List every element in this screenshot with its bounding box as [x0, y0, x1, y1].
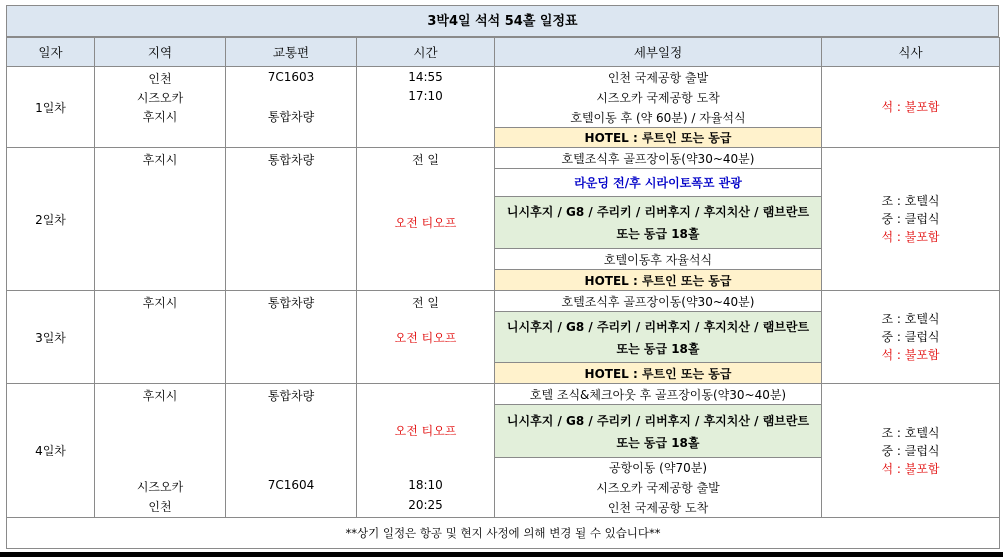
meal-text: 조 : 호텔식 [881, 425, 940, 440]
header-row [7, 38, 1000, 67]
golf-line: 니시후지 / G8 / 주리키 / 리버후지 / 후지치산 / 램브란트 [506, 413, 810, 428]
detail-cell [495, 67, 822, 148]
golf-course-block [495, 311, 821, 362]
detail-line: 호텔이동 후 (약 60분) / 자율석식 [570, 110, 746, 125]
time-text: 14:55 [408, 70, 443, 84]
schedule-table [6, 37, 1000, 549]
meal-text: 조 : 호텔식 [881, 194, 940, 208]
region-cell [95, 291, 226, 384]
detail-line: 호텔 조식&체크아웃 후 골프장이동(약30~40분) [529, 387, 787, 402]
region-text: 후지시 [142, 110, 178, 124]
day-label: 1일차 [7, 67, 95, 148]
footer-note: **상기 일정은 항공 및 현지 사정에 의해 변경 될 수 있습니다** [7, 518, 1000, 549]
detail-cell [495, 384, 822, 518]
region-text: 인천 [148, 72, 172, 86]
day-row [7, 148, 1000, 291]
golf-line: 또는 동급 18홀 [616, 227, 700, 241]
time-cell [357, 148, 495, 291]
region-text: 시즈오카 [136, 91, 184, 105]
detail-line: 공항이동 (약70분) [495, 457, 821, 477]
meal-cell [822, 148, 1000, 291]
golf-course-block [495, 196, 821, 248]
time-text: 17:10 [408, 89, 443, 103]
detail-cell [495, 291, 822, 384]
hotel-line: HOTEL : 루트인 또는 동급 [495, 127, 821, 147]
header-detail: 세부일정 [495, 38, 822, 67]
region-cell [95, 148, 226, 291]
meal-text: 석 : 불포함 [881, 348, 940, 362]
meal-text: 조 : 호텔식 [881, 312, 940, 326]
time-text: 오전 티오프 [394, 216, 457, 230]
transport-cell [226, 384, 357, 518]
transport-text: 통합차량 [267, 389, 315, 403]
schedule-page [6, 5, 999, 549]
detail-line: 인천 국제공항 도착 [607, 500, 709, 515]
header-day: 일자 [7, 38, 95, 67]
transport-cell [226, 291, 357, 384]
day-row [7, 67, 1000, 148]
detail-cell [495, 148, 822, 291]
meal-cell [822, 67, 1000, 148]
meal-text: 석 : 불포함 [881, 100, 940, 114]
time-text: 오전 티오프 [394, 424, 457, 438]
golf-line: 니시후지 / G8 / 주리키 / 리버후지 / 후지치산 / 램브란트 [506, 319, 810, 334]
meal-cell [822, 384, 1000, 518]
time-text: 20:25 [408, 498, 443, 512]
header-region: 지역 [95, 38, 226, 67]
golf-course-block [495, 404, 821, 457]
transport-text: 7C1604 [267, 478, 315, 492]
transport-text: 통합차량 [267, 296, 315, 310]
meal-text: 석 : 불포함 [881, 461, 940, 476]
day-label: 3일차 [7, 291, 95, 384]
header-meal: 식사 [822, 38, 1000, 67]
schedule-title: 3박4일 석석 54홀 일정표 [6, 5, 999, 37]
detail-line: 인천 국제공항 출발 [607, 70, 709, 85]
detail-line: 호텔이동후 자율석식 [495, 248, 821, 269]
time-cell [357, 67, 495, 148]
detail-line: 시즈오카 국제공항 도착 [596, 90, 720, 105]
detail-line: 호텔조식후 골프장이동(약30~40분) [561, 151, 755, 166]
time-text: 오전 티오프 [394, 331, 457, 345]
transport-text: 통합차량 [267, 110, 315, 124]
sightseeing-line: 라운딩 전/후 시라이토폭포 관광 [495, 168, 821, 196]
day-row [7, 384, 1000, 518]
bottom-border [0, 552, 1003, 557]
time-text: 전 일 [412, 296, 439, 310]
meal-cell [822, 291, 1000, 384]
detail-line: 호텔조식후 골프장이동(약30~40분) [561, 294, 755, 309]
golf-line: 또는 동급 18홀 [616, 435, 700, 450]
time-text: 전 일 [412, 153, 439, 167]
meal-text: 석 : 불포함 [881, 230, 940, 244]
hotel-line: HOTEL : 루트인 또는 동급 [495, 269, 821, 290]
transport-cell [226, 148, 357, 291]
meal-text: 중 : 클럽식 [881, 443, 940, 458]
transport-cell [226, 67, 357, 148]
golf-line: 또는 동급 18홀 [616, 341, 700, 356]
region-text: 후지시 [142, 296, 178, 310]
hotel-line: HOTEL : 루트인 또는 동급 [495, 362, 821, 383]
region-cell [95, 67, 226, 148]
day-label: 4일차 [7, 384, 95, 518]
region-text: 시즈오카 [136, 480, 184, 494]
meal-text: 중 : 클럽식 [881, 330, 940, 344]
region-text: 후지시 [142, 153, 178, 167]
region-text: 인천 [148, 500, 172, 514]
footer-row [7, 518, 1000, 549]
detail-line: 시즈오카 국제공항 출발 [596, 480, 720, 495]
time-cell [357, 291, 495, 384]
transport-text: 통합차량 [267, 153, 315, 167]
region-text: 후지시 [142, 389, 178, 403]
day-row [7, 291, 1000, 384]
region-cell [95, 384, 226, 518]
header-time: 시간 [357, 38, 495, 67]
day-label: 2일차 [7, 148, 95, 291]
golf-line: 니시후지 / G8 / 주리키 / 리버후지 / 후지치산 / 램브란트 [506, 205, 810, 219]
time-cell [357, 384, 495, 518]
time-text: 18:10 [408, 478, 443, 492]
meal-text: 중 : 클럽식 [881, 212, 940, 226]
transport-text: 7C1603 [267, 70, 315, 84]
header-transport: 교통편 [226, 38, 357, 67]
